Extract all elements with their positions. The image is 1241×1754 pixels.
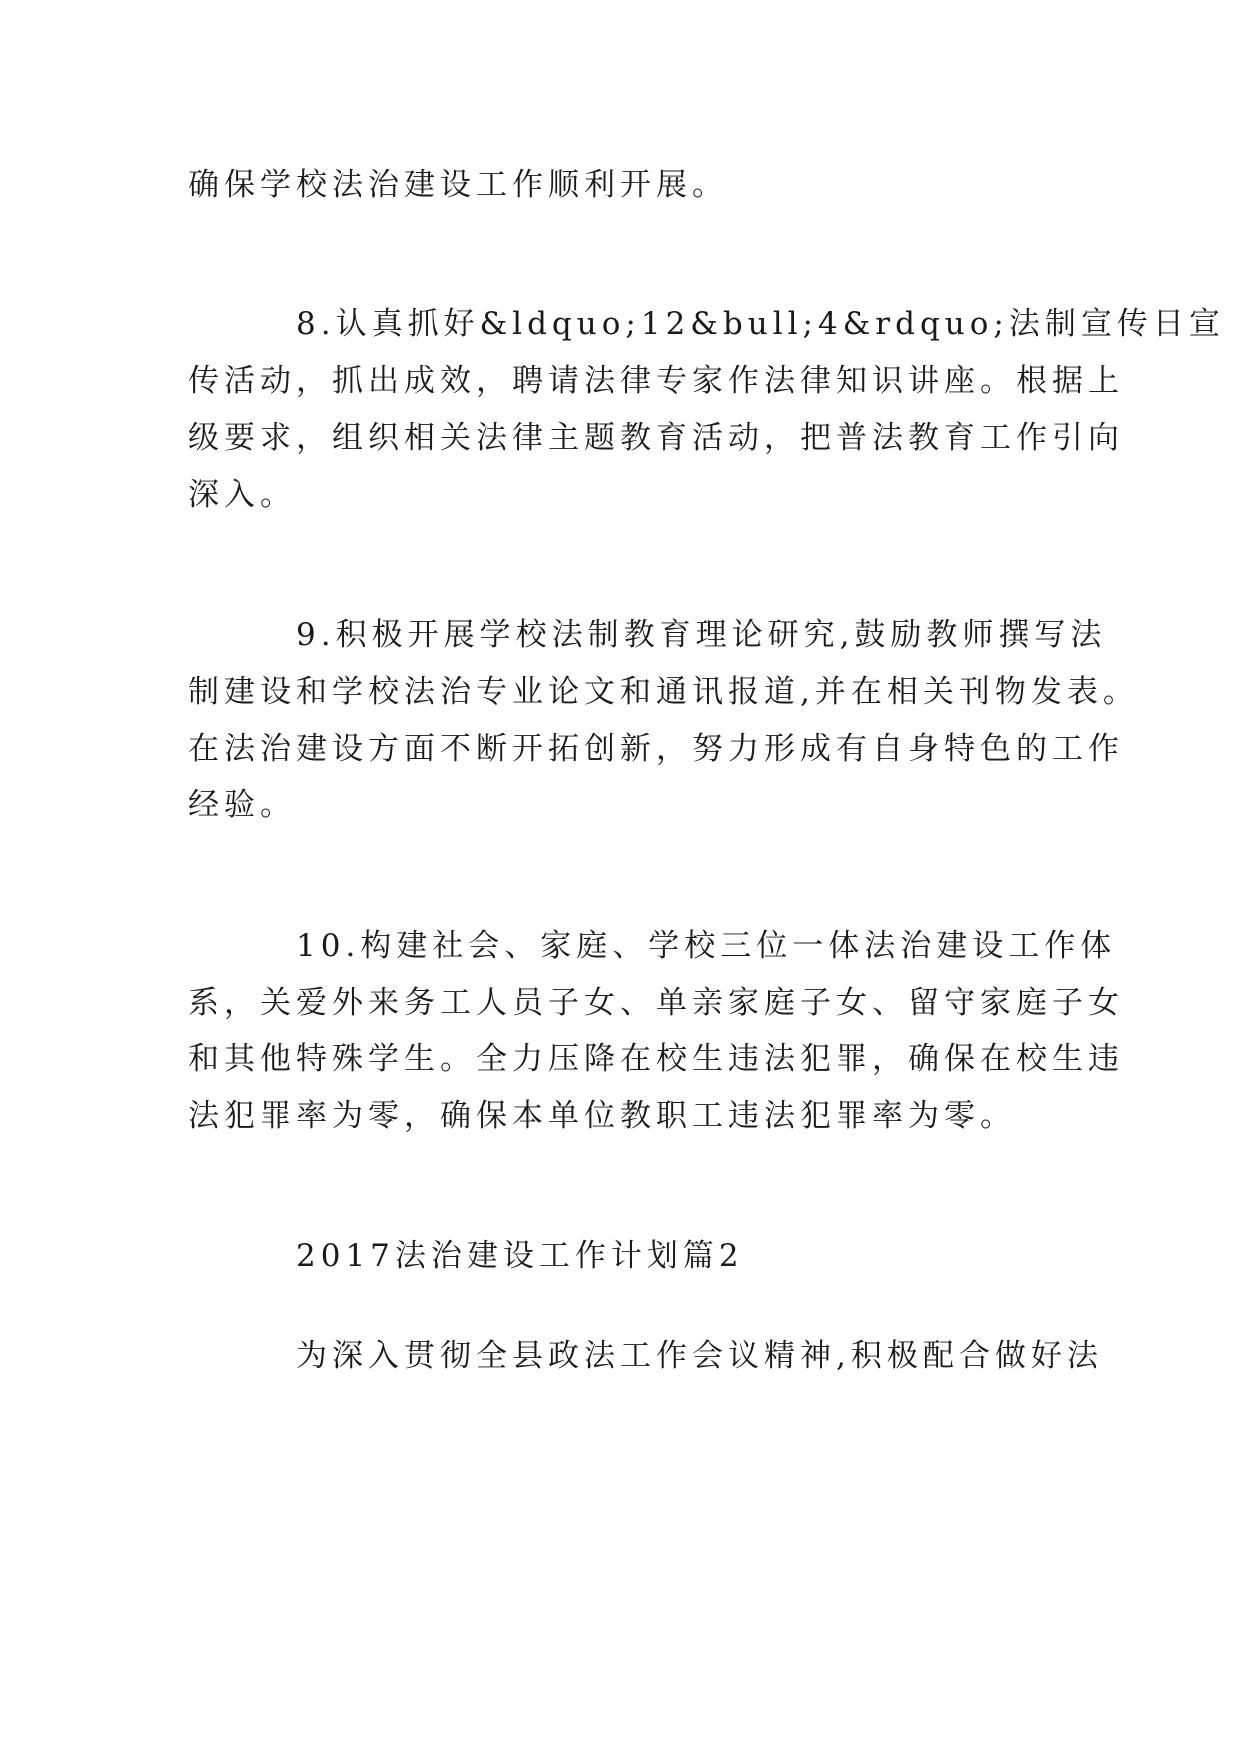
paragraph-line: 法犯罪率为零，确保本单位教职工违法犯罪率为零。 xyxy=(188,1098,1016,1134)
paragraph-line: 制建设和学校法治专业论文和通讯报道,并在相关刊物发表。 xyxy=(188,674,1139,710)
paragraph-line: 和其他特殊学生。全力压降在校生违法犯罪，确保在校生违 xyxy=(188,1041,1124,1077)
paragraph-line: 深入。 xyxy=(188,477,296,513)
paragraph-line: 为深入贯彻全县政法工作会议精神,积极配合做好法 xyxy=(296,1338,1103,1374)
paragraph-line: 经验。 xyxy=(188,787,296,823)
paragraph-line: 10.构建社会、家庭、学校三位一体法治建设工作体 xyxy=(296,928,1117,964)
paragraph-line: 系，关爱外来务工人员子女、单亲家庭子女、留守家庭子女 xyxy=(188,985,1124,1021)
paragraph-line: 在法治建设方面不断开拓创新，努力形成有自身特色的工作 xyxy=(188,731,1124,767)
section-heading: 2017法治建设工作计划篇2 xyxy=(296,1238,744,1274)
paragraph-line: 9.积极开展学校法制教育理论研究,鼓励教师撰写法 xyxy=(296,617,1107,653)
paragraph-line: 8.认真抓好&ldquo;12&bull;4&rdquo;法制宣传日宣 xyxy=(296,306,1225,342)
paragraph-line: 级要求，组织相关法律主题教育活动，把普法教育工作引向 xyxy=(188,420,1124,456)
paragraph-line: 传活动，抓出成效，聘请法律专家作法律知识讲座。根据上 xyxy=(188,363,1124,399)
paragraph-line: 确保学校法治建设工作顺利开展。 xyxy=(188,167,728,203)
